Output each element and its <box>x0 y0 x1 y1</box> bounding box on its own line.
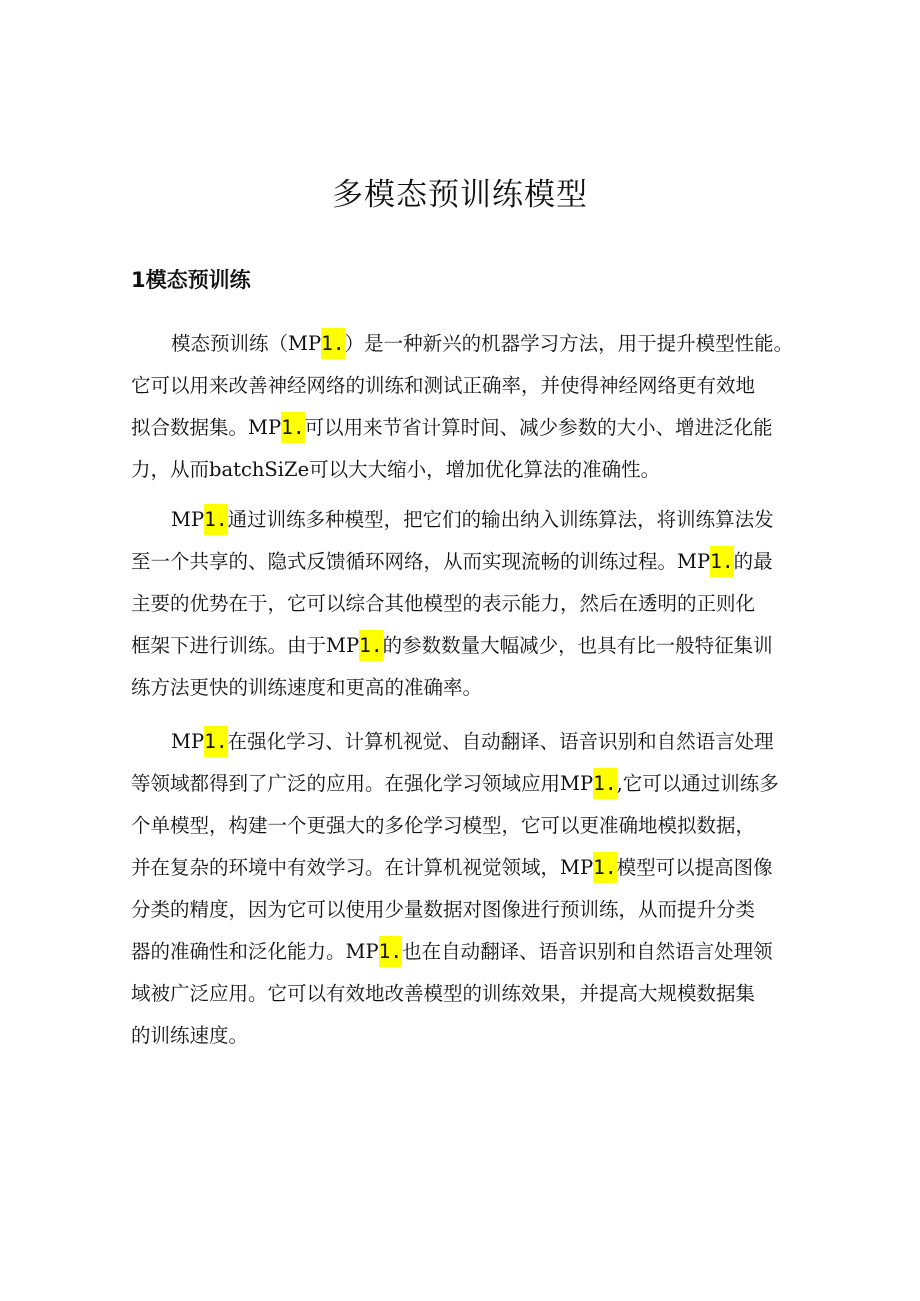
text-run: 器的准确性和泛化能力。MP <box>131 940 379 963</box>
text-line <box>131 323 796 365</box>
highlighted-text: 1. <box>359 630 382 661</box>
text-run: 也在自动翻译、语音识别和自然语言处理领 <box>402 940 773 963</box>
paragraph-2 <box>131 499 796 709</box>
text-run: 的参数数量大幅减少，也具有比一般特征集训 <box>382 634 773 657</box>
text-line <box>131 365 796 407</box>
highlighted-text: 1. <box>379 936 402 967</box>
text-line <box>131 667 796 709</box>
highlighted-text: 1. <box>281 412 304 443</box>
text-run: 并在复杂的环境中有效学习。在计算机视觉领域，MP <box>131 856 594 879</box>
text-line <box>131 805 796 847</box>
text-run: 通过训练多种模型，把它们的输出纳入训练算法，将训练算法发 <box>227 508 774 531</box>
text-line <box>131 721 796 763</box>
text-run: MP <box>171 730 205 753</box>
text-line <box>131 847 796 889</box>
text-run: 主要的优势在于，它可以综合其他模型的表示能力，然后在透明的正则化 <box>131 592 756 615</box>
highlighted-text: 1. <box>593 768 616 799</box>
text-line <box>131 763 796 805</box>
text-line <box>131 407 796 449</box>
document-title: 多模态预训练模型 <box>332 177 588 213</box>
text-line <box>131 889 796 931</box>
highlighted-text: 1. <box>204 726 227 757</box>
text-run: 力，从而batchSiZe可以大大缩小，增加优化算法的准确性。 <box>131 458 661 481</box>
paragraph-1 <box>131 323 796 491</box>
text-line <box>131 541 796 583</box>
text-run: 域被广泛应用。它可以有效地改善模型的训练效果，并提高大规模数据集 <box>131 982 756 1005</box>
paragraph-3 <box>131 721 796 1057</box>
text-line <box>131 973 796 1015</box>
text-run: 的最 <box>733 550 773 573</box>
text-run: 模态预训练（MP <box>171 332 322 355</box>
text-run: 在强化学习、计算机视觉、自动翻译、语音识别和自然语言处理 <box>227 730 774 753</box>
text-line <box>131 499 796 541</box>
text-run: 练方法更快的训练速度和更高的准确率。 <box>131 676 483 699</box>
text-run: 至一个共享的、隐式反馈循环网络，从而实现流畅的训练过程。MP <box>131 550 711 573</box>
text-run: 它可以用来改善神经网络的训练和测试正确率，并使得神经网络更有效地 <box>131 374 756 397</box>
text-run: MP <box>171 508 205 531</box>
text-run: 的训练速度。 <box>131 1024 249 1047</box>
text-line <box>131 583 796 625</box>
highlighted-text: 1. <box>204 504 227 535</box>
text-run: 拟合数据集。MP <box>131 416 282 439</box>
section-heading: 1模态预训练 <box>131 268 251 292</box>
text-line <box>131 1015 796 1057</box>
text-run: ）是一种新兴的机器学习方法，用于提升模型性能。 <box>344 332 794 355</box>
text-run: 模型可以提高图像 <box>616 856 773 879</box>
text-line <box>131 449 796 491</box>
highlighted-text: 1. <box>321 328 344 359</box>
highlighted-text: 1. <box>710 546 733 577</box>
text-run: 分类的精度，因为它可以使用少量数据对图像进行预训练，从而提升分类 <box>131 898 756 921</box>
text-run: 可以用来节省计算时间、减少参数的大小、增进泛化能 <box>304 416 773 439</box>
text-run: 等领域都得到了广泛的应用。在强化学习领域应用MP <box>131 772 594 795</box>
text-run: ,它可以通过训练多 <box>616 772 779 795</box>
text-run: 个单模型，构建一个更强大的多伦学习模型，它可以更准确地模拟数据， <box>131 814 756 837</box>
text-line <box>131 931 796 973</box>
text-line <box>131 625 796 667</box>
highlighted-text: 1. <box>593 852 616 883</box>
text-run: 框架下进行训练。由于MP <box>131 634 360 657</box>
